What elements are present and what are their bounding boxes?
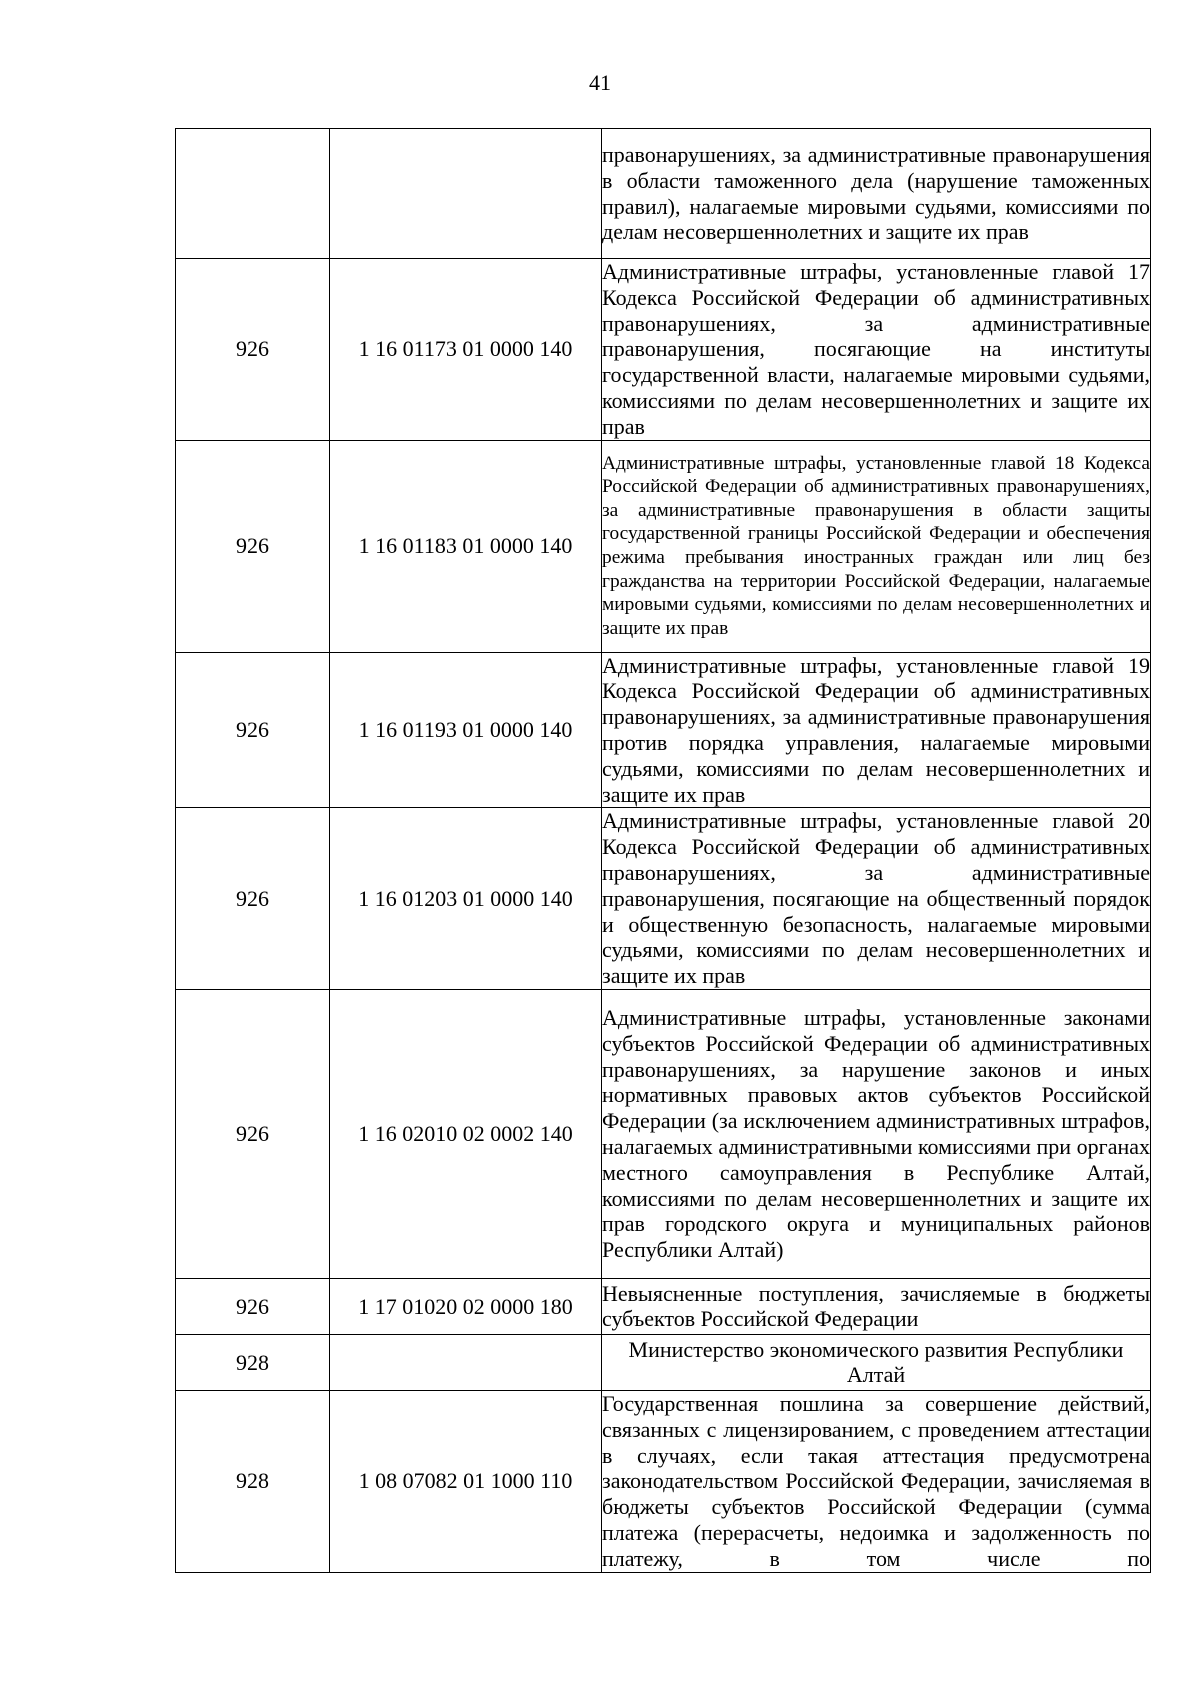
table-row	[176, 989, 1151, 1278]
budget-code-cell: 1 16 01173 01 0000 140	[330, 259, 602, 441]
table-row	[176, 440, 1151, 652]
admin-code-cell: 926	[176, 808, 330, 990]
budget-code-cell: 1 16 02010 02 0002 140	[330, 989, 602, 1278]
table-row	[176, 652, 1151, 808]
budget-code-cell: 1 17 01020 02 0000 180	[330, 1278, 602, 1334]
admin-code-cell: 926	[176, 652, 330, 808]
revenue-codes-table	[175, 128, 1151, 1573]
description-cell: Административные штрафы, установленные законами субъектов Российской Федерации об административных правонарушениях, за нарушение законов и иных нормативных правовых актов субъектов Российской Федерации (за исключением административных штрафов, налагаемых административными комиссиями при органах местного самоуправления в Республике Алтай, комиссиями по делам несовершеннолетних и защите их прав городского округа и муниципальных районов Республики Алтай)	[602, 989, 1151, 1278]
budget-code-cell	[330, 1334, 602, 1390]
table-row	[176, 1278, 1151, 1334]
admin-code-cell: 926	[176, 259, 330, 441]
budget-code-cell: 1 16 01193 01 0000 140	[330, 652, 602, 808]
budget-code-cell: 1 16 01183 01 0000 140	[330, 440, 602, 652]
description-cell: Государственная пошлина за совершение действий, связанных с лицензированием, с проведением аттестации в случаях, если такая аттестация предусмотрена законодательством Российской Федерации, зачисляемая в бюджеты субъектов Российской Федерации (сумма платежа (перерасчеты, недоимка и задолженность по платежу, в том числе по	[602, 1390, 1150, 1571]
admin-code-cell: 928	[176, 1334, 330, 1390]
description-cell: Административные штрафы, установленные главой 17 Кодекса Российской Федерации об административных правонарушениях, за административные правонарушения, посягающие на институты государственной власти, налагаемые мировыми судьями, комиссиями по делам несовершеннолетних и защите их прав	[602, 259, 1150, 439]
table-row	[176, 1390, 1151, 1572]
admin-code-cell: 926	[176, 440, 330, 652]
description-cell: Административные штрафы, установленные главой 19 Кодекса Российской Федерации об административных правонарушениях, за административные правонарушения против порядка управления, налагаемые мировыми судьями, комиссиями по делам несовершеннолетних и защите их прав	[602, 652, 1150, 807]
admin-code-cell: 926	[176, 989, 330, 1278]
admin-code-cell	[176, 129, 330, 259]
table-row	[176, 129, 1151, 259]
description-cell: Административные штрафы, установленные главой 20 Кодекса Российской Федерации об административных правонарушениях, за административные правонарушения, посягающие на общественный порядок и общественную безопасность, налагаемые мировыми судьями, комиссиями по делам несовершеннолетних и защите их прав	[602, 808, 1150, 989]
budget-code-cell: 1 08 07082 01 1000 110	[330, 1390, 602, 1572]
description-cell: Административные штрафы, установленные главой 18 Кодекса Российской Федерации об административных правонарушениях, за административные правонарушения в области защиты государственной границы Российской Федерации и обеспечения режима пребывания иностранных граждан или лиц без гражданства на территории Российской Федерации, налагаемые мировыми судьями, комиссиями по делам несовершеннолетних и защите их прав	[602, 440, 1151, 652]
budget-code-cell: 1 16 01203 01 0000 140	[330, 808, 602, 990]
table-row	[176, 1334, 1151, 1390]
table-row	[176, 808, 1151, 990]
ministry-heading-cell: Министерство экономического развития Республики Алтай	[602, 1334, 1151, 1390]
description-cell: Невыясненные поступления, зачисляемые в бюджеты субъектов Российской Федерации	[602, 1278, 1151, 1334]
admin-code-cell: 926	[176, 1278, 330, 1334]
admin-code-cell: 928	[176, 1390, 330, 1572]
table-row	[176, 259, 1151, 441]
budget-code-cell	[330, 129, 602, 259]
description-cell: правонарушениях, за административные правонарушения в области таможенного дела (нарушение таможенных правил), налагаемые мировыми судьями, комиссиями по делам несовершеннолетних и защите их прав	[602, 129, 1151, 259]
page-number: 41	[589, 70, 611, 95]
